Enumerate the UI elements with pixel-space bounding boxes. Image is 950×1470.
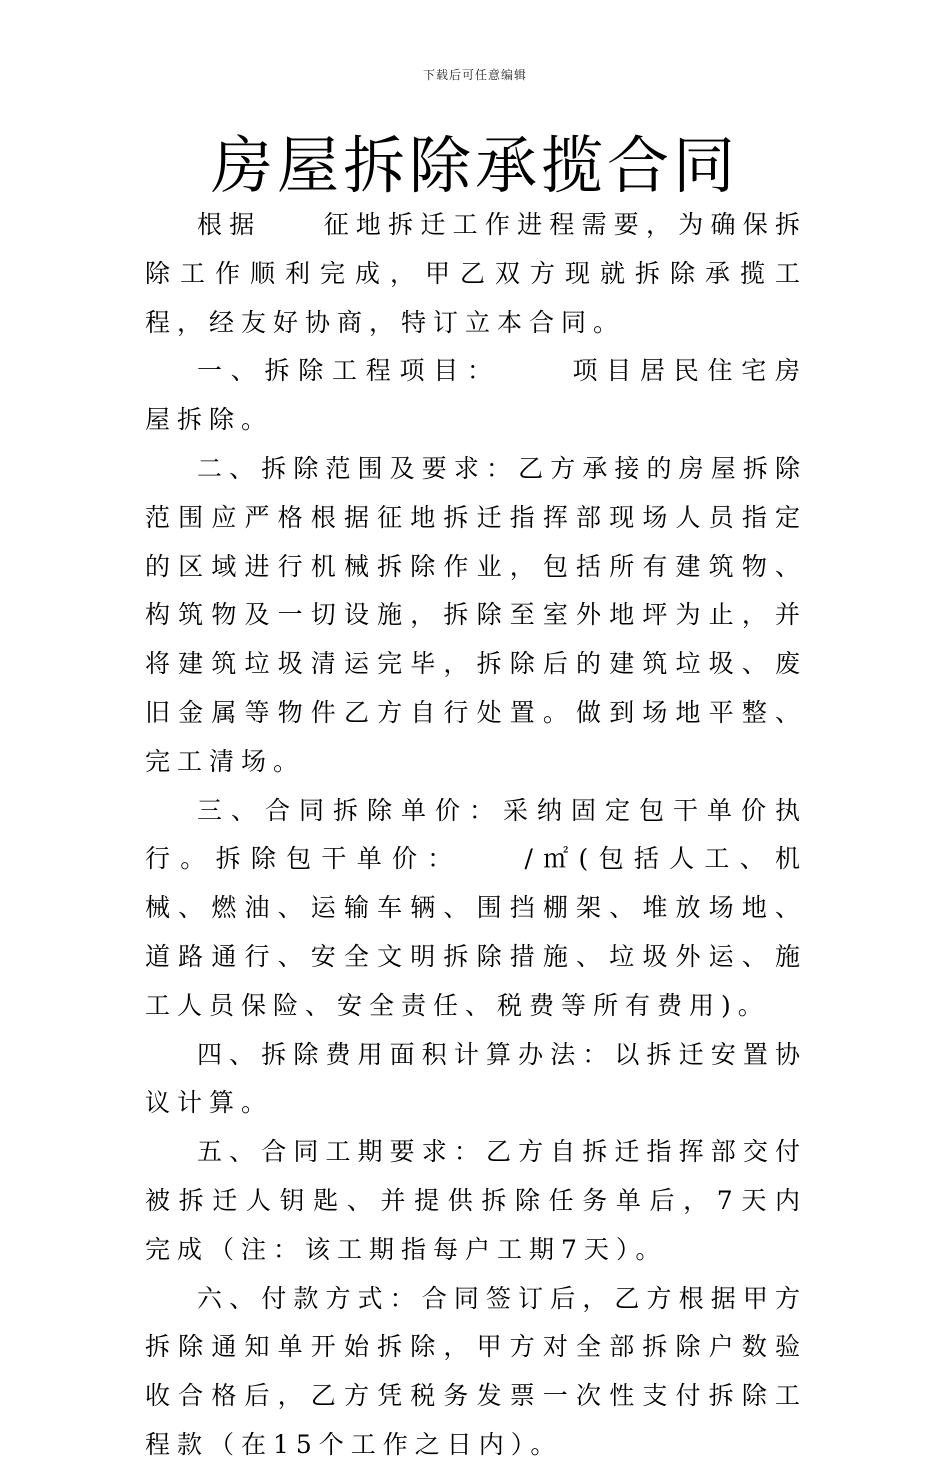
clause-3-heading: 三、合同拆除单价：采纳固定包干单价执行。拆除包干单价： (145, 795, 807, 874)
clause-1-text: 项目居民住宅房屋拆除。 (145, 356, 807, 435)
intro-lead-text: 根据 (197, 210, 262, 239)
clause-2-scope: 二、拆除范围及要求：乙方承接的房屋拆除范围应严格根据征地拆迁指挥部现场人员指定的区域进行机械拆除作业，包括所有建筑物、构筑物及一切设施，拆除至室外地坪为止，并将建筑垃圾清运完毕，拆除后的建筑垃圾、废旧金属等物件乙方自行处置。做到场地平整、完工清场。 (145, 453, 807, 776)
document-title: 房屋拆除承揽合同 (210, 129, 739, 202)
clause-1-project (145, 347, 807, 445)
contract-body (145, 201, 807, 1470)
clause-3-text: /㎡(包括人工、机械、燃油、运输车辆、围挡棚架、堆放场地、道路通行、安全文明拆除措施、垃圾外运、施工人员保险、安全责任、税费等所有费用)。 (145, 844, 807, 1020)
intro-paragraph (145, 201, 807, 347)
clause-4-area-calculation: 四、拆除费用面积计算办法：以拆迁安置协议计算。 (145, 1039, 807, 1118)
clause-5-schedule: 五、合同工期要求：乙方自拆迁指挥部交付被拆迁人钥匙、并提供拆除任务单后，7天内完成（注：该工期指每户工期7天）。 (145, 1137, 807, 1264)
intro-body-text: 征地拆迁工作进程需要，为确保拆除工作顺利完成，甲乙双方现就拆除承揽工程，经友好协商，特订立本合同。 (145, 210, 807, 337)
header-note: 下载后可任意编辑 (422, 68, 527, 82)
clause-1-heading: 一、拆除工程项目： (197, 356, 501, 386)
clause-6-payment: 六、付款方式：合同签订后，乙方根据甲方拆除通知单开始拆除，甲方对全部拆除户数验收合格后，乙方凭税务发票一次性支付拆除工程款（在15个工作之日内）。 (145, 1283, 807, 1459)
clause-3-unit-price (145, 787, 807, 1031)
